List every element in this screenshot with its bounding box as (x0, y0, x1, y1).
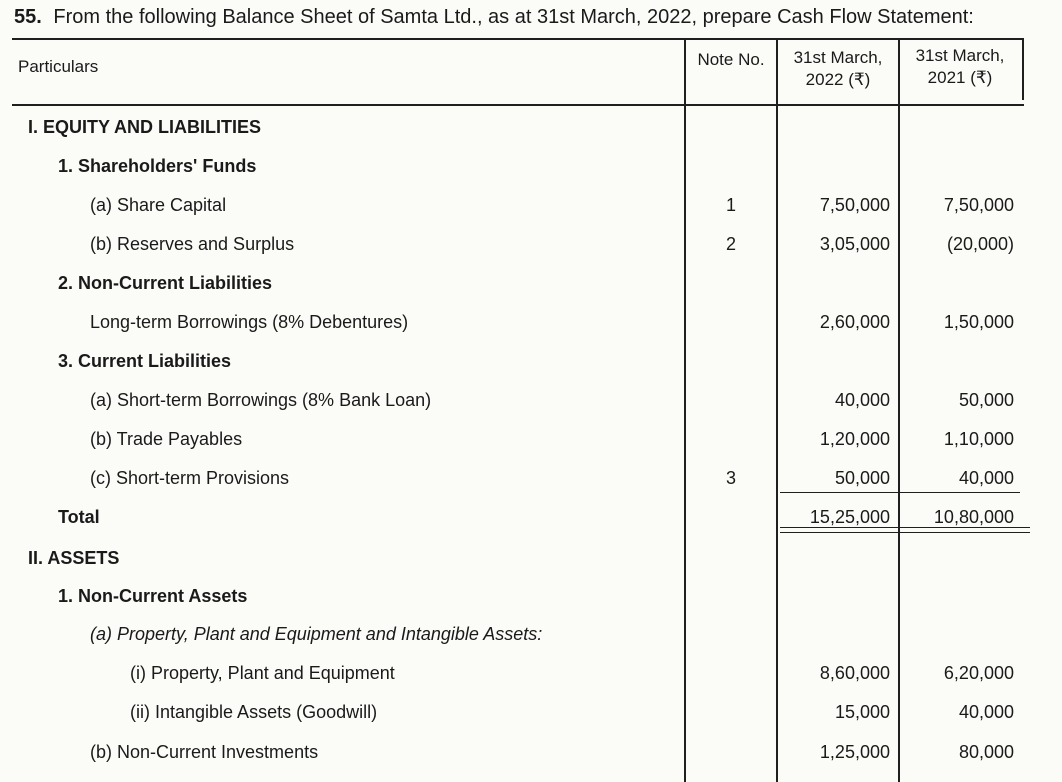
row-label: (c) Short-term Provisions (90, 468, 290, 488)
table-row (0, 656, 1040, 692)
row-value-2021: 1,10,000 (943, 429, 1014, 449)
table-row (0, 188, 1040, 224)
row-label: (b) Reserves and Surplus (90, 234, 295, 254)
row-value-2021: 6,20,000 (943, 663, 1014, 683)
row-value-2022: 40,000 (834, 390, 890, 410)
row-value-2022: 15,000 (834, 702, 890, 722)
row-value-2021: 50,000 (958, 390, 1014, 410)
row-value-2021: 1,50,000 (943, 312, 1014, 332)
table-row (0, 383, 1040, 419)
question-heading (14, 6, 974, 29)
row-label: Long-term Borrowings (8% Debentures) (90, 312, 409, 332)
row-value-2022: 2,60,000 (819, 312, 890, 332)
section-heading: II. ASSETS (28, 548, 120, 568)
col2021-right-rule (1022, 38, 1024, 100)
table-row (0, 695, 1040, 731)
row-note: 2 (725, 234, 736, 254)
row-value-2022: 50,000 (834, 468, 890, 488)
row-label: (ii) Intangible Assets (Goodwill) (130, 702, 378, 722)
group-heading: 2. Non-Current Liabilities (58, 273, 273, 293)
table-row (0, 422, 1040, 458)
table-row (0, 735, 1040, 771)
row-label: (b) Non-Current Investments (90, 742, 319, 762)
row-label: (b) Trade Payables (90, 429, 243, 449)
header-2021 (902, 45, 1018, 89)
group-heading: 3. Current Liabilities (58, 351, 232, 371)
row-value-2022: 1,25,000 (819, 742, 890, 762)
table-row (0, 461, 1040, 497)
total-value-2021: 10,80,000 (933, 507, 1014, 527)
table-row (0, 617, 1040, 653)
group-heading: 1. Non-Current Assets (58, 586, 248, 606)
header-2021-line1: 31st March, (915, 46, 1005, 65)
row-label: (a) Short-term Borrowings (8% Bank Loan) (90, 390, 432, 410)
row-label: (i) Property, Plant and Equipment (130, 663, 395, 683)
question-text: From the following Balance Sheet of Samta Ltd., as at 31st March, 2022, prepare Cash Flow Statement: (53, 6, 974, 28)
table-row (0, 344, 1040, 380)
header-2022-line1: 31st March, (793, 48, 883, 67)
row-value-2021: 7,50,000 (943, 195, 1014, 215)
header-2022-line2: 2022 (₹) (805, 70, 871, 89)
table-row (0, 110, 1040, 146)
row-value-2021: 40,000 (958, 468, 1014, 488)
row-value-2022: 3,05,000 (819, 234, 890, 254)
total-value-2022: 15,25,000 (809, 507, 890, 527)
header-2021-line2: 2021 (₹) (927, 68, 993, 87)
subgroup-heading: (a) Property, Plant and Equipment and Intangible Assets: (90, 624, 543, 644)
total-label: Total (58, 507, 100, 527)
total-row (0, 500, 1040, 536)
header-note-no: Note No. (697, 50, 765, 69)
row-label: (a) Share Capital (90, 195, 227, 215)
table-row (0, 541, 1040, 577)
row-value-2021: (20,000) (946, 234, 1014, 254)
group-heading: 1. Shareholders' Funds (58, 156, 257, 176)
table-row (0, 579, 1040, 615)
table-row (0, 227, 1040, 263)
row-value-2022: 8,60,000 (819, 663, 890, 683)
row-value-2021: 80,000 (958, 742, 1014, 762)
row-value-2021: 40,000 (958, 702, 1014, 722)
row-note: 1 (725, 195, 736, 215)
question-number: 55. (14, 6, 42, 28)
row-note: 3 (725, 468, 736, 488)
table-top-rule (12, 38, 1024, 40)
row-value-2022: 7,50,000 (819, 195, 890, 215)
header-bottom-rule (12, 104, 1024, 106)
table-row (0, 266, 1040, 302)
table-row (0, 305, 1040, 341)
row-value-2022: 1,20,000 (819, 429, 890, 449)
header-particulars: Particulars (18, 57, 99, 76)
section-heading: I. EQUITY AND LIABILITIES (28, 117, 262, 137)
table-row (0, 149, 1040, 185)
header-2022 (780, 47, 896, 91)
